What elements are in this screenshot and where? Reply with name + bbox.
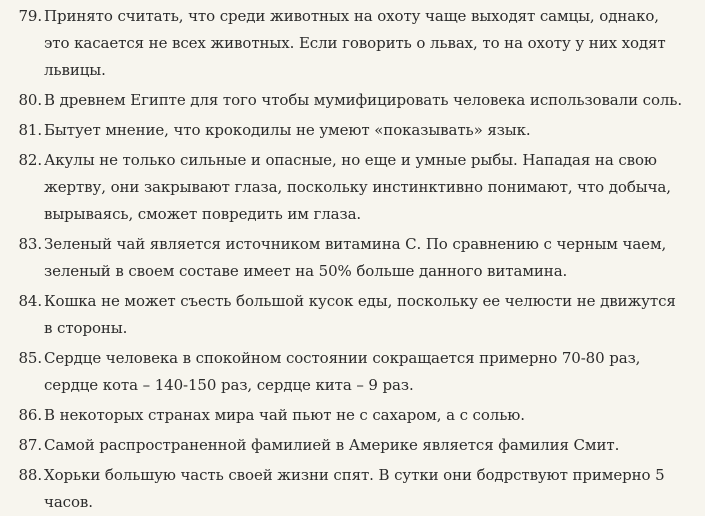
fact-text: Акулы не только сильные и опасные, но еще и умные рыбы. Нападая на свою жертву, они закрывают глаза, поскольку инстинктивно понимают, что добыча, вырываясь, сможет повредить им глаза. [44, 151, 671, 223]
fact-item [8, 147, 691, 228]
fact-text: Сердце человека в спокойном состоянии сокращается примерно 70-80 раз, сердце кота – 140-150 раз, сердце кита – 9 раз. [44, 349, 641, 394]
fact-text: Кошка не может съесть большой кусок еды, поскольку ее челюсти не движутся в стороны. [44, 292, 676, 337]
fact-text: Хорьки большую часть своей жизни спят. В сутки они бодрствуют примерно 5 часов. [44, 466, 665, 511]
fact-item [8, 345, 691, 399]
fact-text: В некоторых странах мира чай пьют не с сахаром, а с солью. [44, 406, 525, 424]
fact-item [8, 87, 691, 114]
fact-text: Самой распространенной фамилией в Америке является фамилия Смит. [44, 436, 620, 454]
fact-item [8, 288, 691, 342]
fact-text: В древнем Египте для того чтобы мумифицировать человека использовали соль. [44, 91, 683, 109]
fact-number: 82. [18, 151, 42, 169]
fact-text: Зеленый чай является источником витамина С. По сравнению с черным чаем, зеленый в своем составе имеет на 50% больше данного витамина. [44, 235, 667, 280]
fact-number: 80. [18, 91, 42, 109]
fact-number: 85. [18, 349, 42, 367]
fact-number: 81. [18, 121, 42, 139]
fact-text: Принято считать, что среди животных на охоту чаще выходят самцы, однако, это касается не всех животных. Если говорить о львах, то на охоту у них ходят львицы. [44, 7, 666, 79]
facts-list [8, 3, 691, 516]
fact-number: 83. [18, 235, 42, 253]
fact-item [8, 432, 691, 459]
fact-text: Бытует мнение, что крокодилы не умеют «показывать» язык. [44, 121, 531, 139]
fact-number: 79. [18, 7, 42, 25]
fact-number: 87. [18, 436, 42, 454]
fact-item [8, 117, 691, 144]
fact-item [8, 462, 691, 516]
fact-number: 86. [18, 406, 42, 424]
fact-item [8, 402, 691, 429]
fact-number: 88. [18, 466, 42, 484]
fact-number: 84. [18, 292, 42, 310]
fact-item [8, 231, 691, 285]
fact-item [8, 3, 691, 84]
